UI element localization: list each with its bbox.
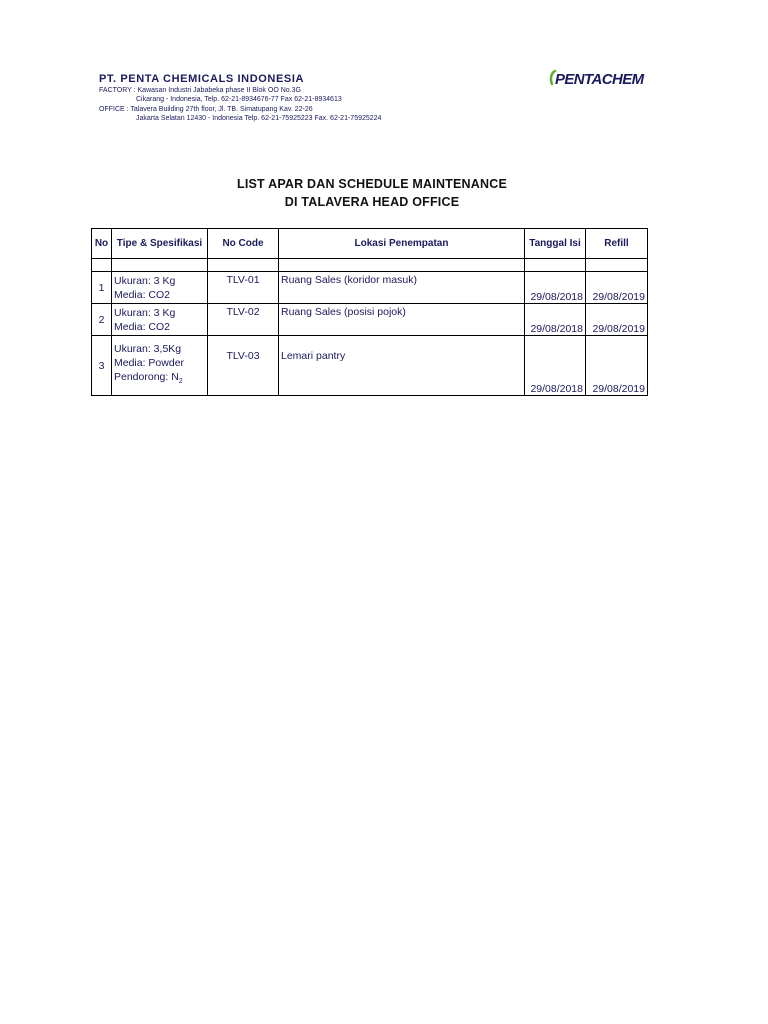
tipe-media: Media: Powder — [114, 356, 185, 369]
document-title-line1: LIST APAR DAN SCHEDULE MAINTENANCE — [237, 177, 507, 191]
office-address-line2: Jakarta Selatan 12430 - Indonesia Telp. 62-21-75925223 Fax. 62-21-75925224 — [136, 114, 382, 122]
office-address-line1: OFFICE : Talavera Building 27th floor, Jl. TB. Simatupang Kav. 22-26 — [99, 105, 313, 113]
tipe-pendorong: Pendorong: $N_2$ — [114, 370, 183, 386]
col-header-refill: Refill — [586, 229, 648, 259]
cell-refill: 29/08/2019 — [586, 336, 648, 396]
pentachem-logo-mark — [548, 67, 648, 91]
cell-no: 1 — [92, 272, 112, 304]
table-row — [92, 336, 648, 396]
apar-table — [91, 228, 648, 396]
cell-lokasi: Ruang Sales (koridor masuk) — [279, 272, 525, 304]
cell-tipe — [112, 272, 208, 304]
pentachem-logo — [548, 67, 648, 91]
table-spacer-row — [92, 259, 648, 272]
cell-refill: 29/08/2019 — [586, 272, 648, 304]
tipe-ukuran: Ukuran: 3,5Kg — [114, 342, 182, 355]
cell-code: TLV-03 — [208, 336, 279, 396]
document-title-line2: DI TALAVERA HEAD OFFICE — [284, 195, 460, 209]
cell-refill: 29/08/2019 — [586, 304, 648, 336]
cell-tipe — [112, 304, 208, 336]
col-header-lokasi: Lokasi Penempatan — [279, 229, 525, 259]
table-row — [92, 272, 648, 304]
col-header-tipe: Tipe & Spesifikasi — [112, 229, 208, 259]
factory-address-line2: Cikarang - Indonesia, Telp. 62-21-8934676-77 Fax 62-21-8934613 — [136, 96, 342, 104]
cell-no: 3 — [92, 336, 112, 396]
cell-tipe — [112, 336, 208, 396]
cell-tanggal-isi: 29/08/2018 — [525, 304, 586, 336]
col-header-tanggal-isi: Tanggal Isi — [525, 229, 586, 259]
table-header-row — [92, 229, 648, 259]
cell-code: TLV-02 — [208, 304, 279, 336]
company-name: PT. PENTA CHEMICALS INDONESIA — [99, 73, 305, 85]
tipe-media: Media: CO2 — [114, 320, 171, 333]
cell-code: TLV-01 — [208, 272, 279, 304]
subscript-2: 2 — [178, 378, 183, 386]
cell-lokasi: Ruang Sales (posisi pojok) — [279, 304, 525, 336]
col-header-no: No — [92, 229, 112, 259]
tipe-ukuran: Ukuran: 3 Kg — [114, 306, 176, 319]
cell-tanggal-isi: 29/08/2018 — [525, 272, 586, 304]
table-row — [92, 304, 648, 336]
tipe-ukuran: Ukuran: 3 Kg — [114, 274, 176, 287]
cell-lokasi: Lemari pantry — [279, 336, 525, 396]
factory-address-line1: FACTORY : Kawasan Industri Jababeka phase II Blok OO No.3G — [99, 87, 301, 94]
svg-text:PENTACHEM: PENTACHEM — [555, 71, 644, 88]
cell-tanggal-isi: 29/08/2018 — [525, 336, 586, 396]
cell-no: 2 — [92, 304, 112, 336]
tipe-media: Media: CO2 — [114, 288, 171, 301]
col-header-code: No Code — [208, 229, 279, 259]
